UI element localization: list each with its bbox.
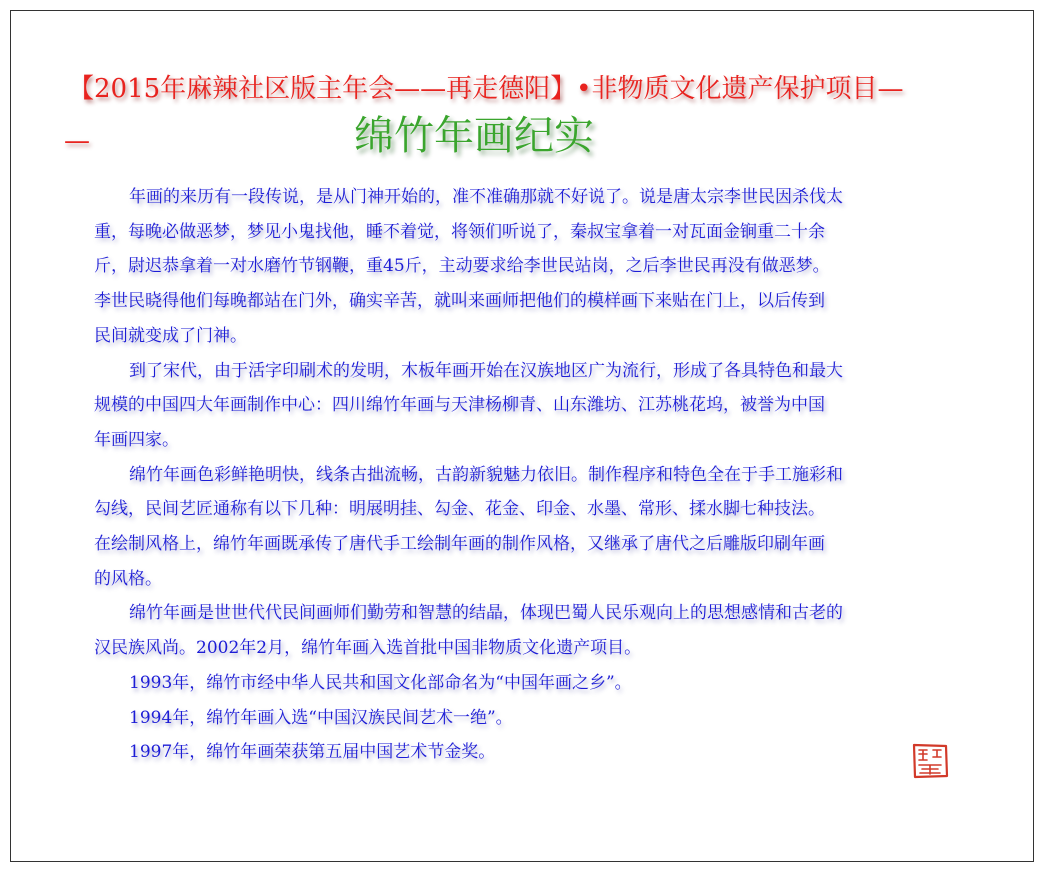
text-line: 的风格。: [94, 568, 162, 589]
page-title: 【2015年麻辣社区版主年会——再走德阳】•非物质文化遗产保护项目—: [68, 74, 904, 104]
text-line: 斤，尉迟恭拿着一对水磨竹节钢鞭，重45斤，主动要求给李世民站岗，之后李世民再没有做恶梦。: [94, 256, 830, 277]
text-line: 重，每晚必做恶梦，梦见小鬼找他，睡不着觉，将领们听说了，秦叔宝拿着一对瓦面金锏重二十余: [94, 221, 825, 242]
text-line: 1993年，绵竹市经中华人民共和国文化部命名为“中国年画之乡”。: [129, 672, 632, 693]
text-line: 年画四家。: [94, 429, 179, 450]
text-line: 李世民晓得他们每晚都站在门外，确实辛苦，就叫来画师把他们的模样画下来贴在门上，以后传到: [94, 291, 825, 312]
article-body: [94, 180, 974, 770]
page-title-continuation: —: [64, 126, 90, 156]
text-line: 年画的来历有一段传说，是从门神开始的，准不准确那就不好说了。说是唐太宗李世民因杀伐太: [129, 187, 843, 207]
text-line: 1994年，绵竹年画入选“中国汉族民间艺术一绝”。: [129, 707, 513, 728]
text-line: 规模的中国四大年画制作中心：四川绵竹年画与天津杨柳青、山东潍坊、江苏桃花坞，被誉为中国: [94, 395, 825, 416]
text-line: 在绘制风格上，绵竹年画既承传了唐代手工绘制年画的制作风格，又继承了唐代之后雕版印刷年画: [94, 534, 825, 555]
text-line: 绵竹年画是世世代代民间画师们勤劳和智慧的结晶，体现巴蜀人民乐观向上的思想感情和古老的: [129, 603, 843, 624]
text-line: 1997年，绵竹年画荣获第五届中国艺术节金奖。: [129, 742, 496, 763]
page-subtitle: 绵竹年画纪实: [354, 113, 594, 159]
text-line: 绵竹年画色彩鲜艳明快，线条古拙流畅，古韵新貌魅力依旧。制作程序和特色全在于手工施彩和: [129, 464, 843, 485]
text-line: 勾线，民间艺匠通称有以下几种：明展明挂、勾金、花金、印金、水墨、常形、揉水脚七种技法。: [94, 499, 825, 520]
text-line: 到了宋代，由于活字印刷术的发明，木板年画开始在汉族地区广为流行，形成了各具特色和最大: [129, 360, 843, 381]
text-line: 民间就变成了门神。: [94, 325, 247, 346]
seal-stamp-icon: [910, 742, 950, 780]
text-line: 汉民族风尚。2002年2月，绵竹年画入选首批中国非物质文化遗产项目。: [94, 638, 642, 659]
